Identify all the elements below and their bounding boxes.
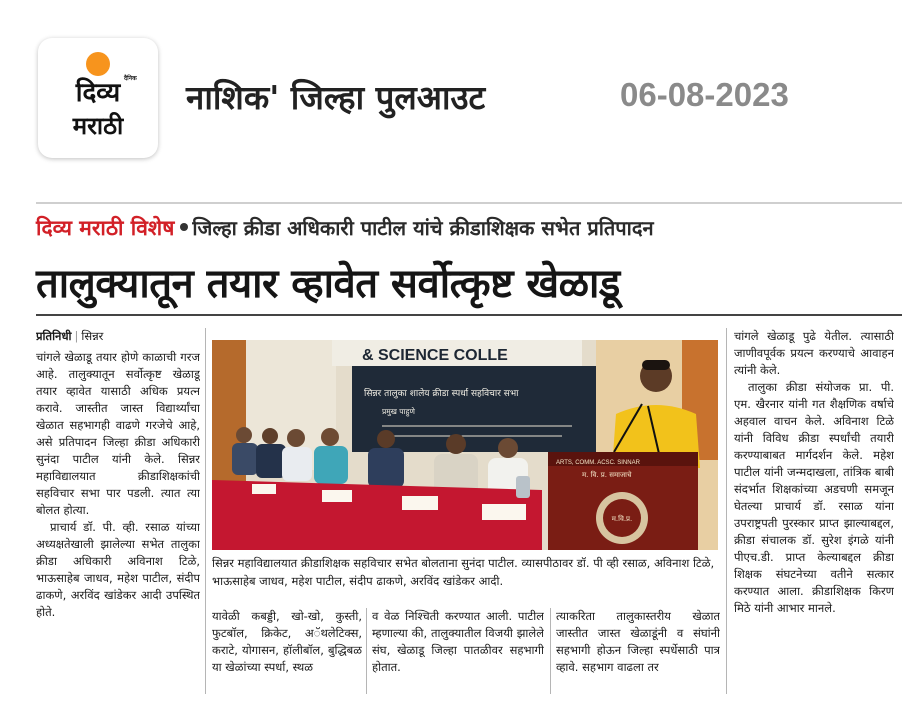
article-headline: तालुक्यातून तयार व्हावेत सर्वोत्कृष्ट खेळाडू [36, 261, 620, 307]
board-line: सिन्नर तालुका शालेय क्रीडा स्पर्धा सहविचार सभा [364, 389, 519, 399]
kicker-label: दिव्य मराठी विशेष [36, 216, 175, 240]
paragraph: तालुका क्रीडा संयोजक प्रा. पी. एम. खैरनार यांनी गत शैक्षणिक वर्षाचे अहवाल वाचन केले. अविनाश टिळे यांनी विविध क्रीडा स्पर्धांची तयारी करण्याबाबत मार्गदर्शन केले. महेश पाटील यांनी जन्मदाखला, तांत्रिक बाबी संदर्भात शिक्षकांच्या अडचणी समजून घेतल्या प्राचार्य डॉ. रसाळ यांना उपराष्ट्रपती पुरस्कार प्राप्त झाल्याबद्दल, क्रीडा संचालक डॉ. सुरेश इंगळे यांनी पीएच.डी. प्राप्त केल्याबद्दल क्रीडा शिक्षक संघटनेच्या वतीने सत्कार करण्यात आला. क्रीडाशिक्षक किरण मिठे यांनी आभार मानले. [734, 380, 894, 615]
kicker-subheading: जिल्हा क्रीडा अधिकारी पाटील यांचे क्रीडाशिक्षक सभेत प्रतिपादन [192, 216, 654, 240]
article-column-1 [36, 328, 200, 700]
podium-seal: म.वि.प्र. [611, 515, 633, 523]
column-divider [726, 328, 727, 694]
bullet-icon [180, 223, 188, 231]
paragraph: चांगले खेळाडू तयार होणे काळाची गरज आहे. तालुक्यातून सर्वोत्कृष्ट खेळाडू तयार व्हावेत यासाठी अधिक प्रयत्न करावे. जास्तीत जास्त विद्यार्थ्यांचा खेळात सहभागही वाढणे गरजेचे आहे, असे प्रतिपादन जिल्हा क्रीडा अधिकारी सुनंदा पाटील यांनी केले. सिन्नर महाविद्यालयात क्रीडाशिक्षकांची सहविचार सभा पार पडली. त्यात त्या बोलत होत्या. [36, 350, 200, 517]
photo-scene [212, 340, 718, 550]
paragraph: त्याकरिता तालुकास्तरीय खेळात जास्तीत जास्त खेळाडूंनी व संघांनी सहभागी होऊन जिल्हा स्पर्धेसाठी पात्र व्हावे. सहभाग वाढला तर [556, 609, 720, 674]
kicker-row [36, 214, 896, 246]
edition-date: 06-08-2023 [620, 76, 789, 113]
logo-word-marathi: मराठी [72, 112, 124, 140]
byline-label: प्रतिनिधी [36, 329, 72, 343]
column-divider [550, 608, 551, 694]
water-bottle [516, 476, 530, 498]
article-column-2 [212, 608, 362, 700]
byline: प्रतिनिधी | सिन्नर [36, 329, 104, 343]
podium-text: म. वि. प्र. समाजाचे [582, 471, 632, 479]
news-clipping [36, 202, 902, 698]
paragraph: चांगले खेळाडू पुढे येतील. त्यासाठी जाणीवपूर्वक प्रयत्न करण्याचे आवाहन त्यांनी केले. [734, 329, 894, 377]
headline-divider [36, 314, 902, 316]
column-divider [205, 328, 206, 694]
board-small: प्रमुख पाहुणे [382, 407, 415, 416]
article-column-5 [734, 328, 894, 700]
event-photo [212, 340, 718, 550]
logo-small-text: दैनिक [124, 75, 137, 82]
column-divider [366, 608, 367, 694]
podium-label: ARTS, COMM. ACSC. SINNAR [556, 460, 640, 466]
photo-caption: सिन्नर महाविद्यालयात क्रीडाशिक्षक सहविचार सभेत बोलताना सुनंदा पाटील. व्यासपीठावर डॉ. पी व्ही रसाळ, अविनाश टिळे, भाऊसाहेब जाधव, महेश पाटील, संदीप ढाकणे, अरविंद खांडेकर आदी. [212, 556, 715, 588]
article-column-4 [556, 608, 720, 700]
page-title: नाशिक' जिल्हा पुलआउट [186, 78, 486, 117]
paragraph: प्राचार्य डॉ. पी. व्ही. रसाळ यांच्या अध्यक्षतेखाली झालेल्या सभेत तालुका क्रीडा अधिकारी अविनाश टिळे, भाऊसाहेब जाधव, महेश पाटील, संदीप ढाकणे, अरविंद खांडेकर आदी उपस्थित होते. [36, 520, 200, 619]
logo-word-divya: दिव्य [75, 78, 121, 108]
article-column-3 [372, 608, 544, 700]
app-logo[interactable] [38, 38, 158, 158]
sun-icon [86, 52, 110, 76]
banner-title: & SCIENCE COLLE [362, 347, 508, 364]
byline-place: सिन्नर [81, 329, 104, 343]
paragraph: यावेळी कबड्डी, खो-खो, कुस्ती, फुटबॉल, क्रिकेट, अॅथलेटिक्स, कराटे, योगासन, हॉलीबॉल, बुद्धिबळ या खेळांच्या स्पर्धा, स्थळ [212, 609, 362, 674]
paragraph: व वेळ निश्चिती करण्यात आली. पाटील म्हणाल्या की, तालुक्यातील विजयी झालेले संघ, खेळाडू जिल्हा पातळीवर सहभागी होतात. [372, 609, 544, 674]
